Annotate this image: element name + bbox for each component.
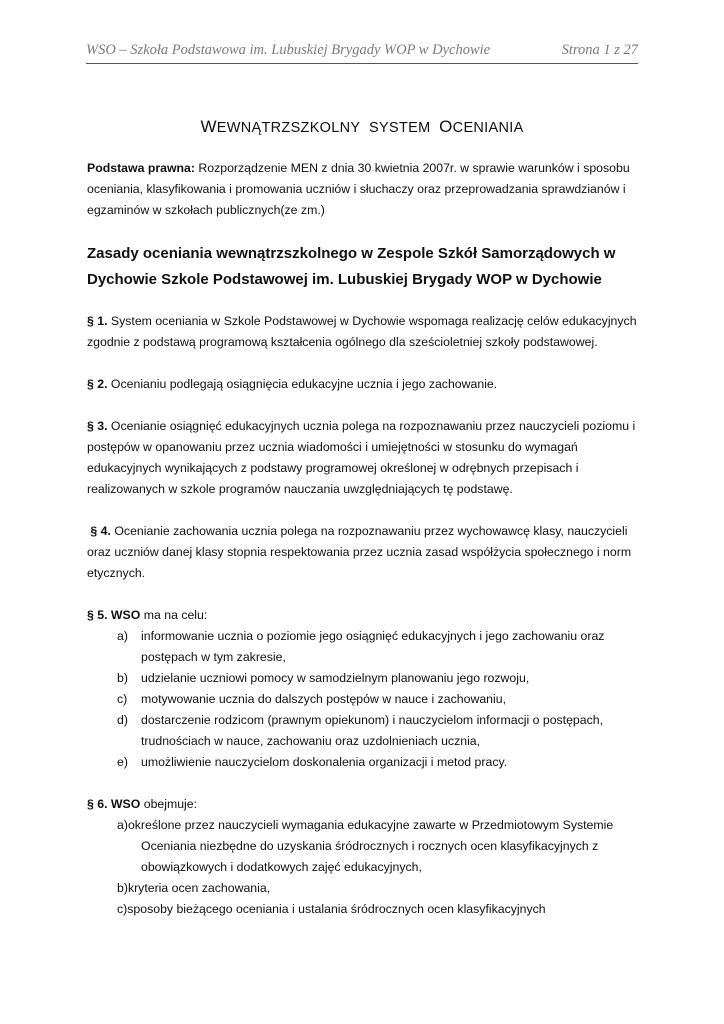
- document-title: [0, 117, 724, 137]
- list-text: motywowanie ucznia do dalszych postępów w nauce i zachowaniu,: [141, 692, 507, 706]
- paragraph-number: § 4.: [90, 524, 111, 538]
- page-header: [86, 42, 638, 64]
- list-text: sposoby bieżącego oceniania i ustalania śródrocznych ocen klasyfikacyjnych: [127, 902, 546, 916]
- list-item: [87, 815, 647, 878]
- paragraph-number: § 2.: [87, 377, 108, 391]
- list-item: [87, 626, 647, 668]
- list-marker: b): [117, 881, 128, 895]
- title-word-1: EWNĄTRZSZKOLNY: [216, 120, 361, 136]
- paragraph-3: [87, 416, 647, 500]
- list-item: [87, 752, 647, 773]
- list-text: kryteria ocen zachowania,: [127, 881, 271, 895]
- paragraph-1: [87, 311, 647, 353]
- title-initial-w: W: [200, 117, 217, 136]
- document-body: [87, 158, 647, 920]
- list-item: [87, 689, 647, 710]
- header-document-title: WSO – Szkoła Podstawowa im. Lubuskiej Brygady WOP w Dychowie: [86, 42, 491, 58]
- paragraph-number: § 6. WSO: [87, 797, 141, 811]
- paragraph-text: Ocenianie zachowania ucznia polega na rozpoznawaniu przez wychowawcę klasy, nauczycieli oraz uczniów danej klasy stopnia respektowania przez ucznia zasad współżycia społecznego i norm etycznych.: [87, 524, 632, 580]
- list-text: umożliwienie nauczycielom doskonalenia organizacji i metod pracy.: [141, 755, 508, 769]
- paragraph-text: System oceniania w Szkole Podstawowej w Dychowie wspomaga realizację celów edukacyjnych zgodnie z podstawą programową kształcenia ogólnego dla sześcioletniej szkoły podstawowej.: [87, 314, 637, 349]
- header-page-number: Strona 1 z 27: [561, 42, 638, 58]
- legal-basis: [87, 158, 647, 221]
- list-item: [87, 710, 647, 752]
- paragraph-number: § 3.: [87, 419, 108, 433]
- title-initial-o: O: [439, 117, 453, 136]
- list-marker: a): [117, 818, 128, 832]
- list-marker: a): [117, 629, 128, 643]
- list-item: [87, 899, 647, 920]
- list-text: określone przez nauczycieli wymagania edukacyjne zawarte w Przedmiotowym Systemie: [127, 818, 614, 832]
- paragraph-5: [87, 605, 647, 626]
- list-marker: e): [117, 755, 128, 769]
- paragraph-6-list: [87, 815, 647, 920]
- legal-basis-text: Rozporządzenie MEN z dnia 30 kwietnia 2007r. w sprawie warunków i sposobu oceniania, klasyfikowania i promowania uczniów i słuchaczy oraz przeprowadzania sprawdzianów i egzaminów w szkołach publicznych(ze zm.): [87, 161, 630, 217]
- list-item: [87, 878, 647, 899]
- title-word-3: CENIANIA: [452, 120, 524, 136]
- paragraph-number: § 5. WSO: [87, 608, 141, 622]
- paragraph-4: [87, 521, 647, 584]
- title-word-2: SYSTEM: [369, 120, 431, 136]
- list-item: [87, 668, 647, 689]
- paragraph-2: [87, 374, 647, 395]
- list-marker: c): [117, 902, 128, 916]
- paragraph-text: obejmuje:: [140, 797, 198, 811]
- list-text: udzielanie uczniowi pomocy w samodzielnym planowaniu jego rozwoju,: [141, 671, 530, 685]
- list-text: informowanie ucznia o poziomie jego osiągnięć edukacyjnych i jego zachowaniu oraz postępach w tym zakresie,: [141, 629, 605, 664]
- list-text: dostarczenie rodzicom (prawnym opiekunom) i nauczycielom informacji o postępach, trudnościach w nauce, zachowaniu oraz uzdolnieniach ucznia,: [141, 713, 604, 748]
- list-text-continued: Oceniania niezbędne do uzyskania śródrocznych i rocznych ocen klasyfikacyjnych z obowiązkowych i dodatkowych zajęć edukacyjnych,: [141, 839, 599, 874]
- paragraph-6: [87, 794, 647, 815]
- paragraph-number: § 1.: [87, 314, 108, 328]
- paragraph-text: Ocenianiu podlegają osiągnięcia edukacyjne ucznia i jego zachowanie.: [107, 377, 498, 391]
- list-marker: b): [117, 671, 128, 685]
- legal-basis-label: Podstawa prawna:: [87, 161, 195, 175]
- paragraph-text: ma na celu:: [140, 608, 208, 622]
- list-marker: c): [117, 692, 128, 706]
- list-marker: d): [117, 713, 128, 727]
- section-heading: Zasady oceniania wewnątrzszkolnego w Zespole Szkół Samorządowych w Dychowie Szkole Podstawowej im. Lubuskiej Brygady WOP w Dychowie: [87, 245, 616, 288]
- paragraph-text: Ocenianie osiągnięć edukacyjnych ucznia polega na rozpoznawaniu przez nauczycieli poziomu i postępów w opanowaniu przez ucznia wiadomości i umiejętności w stosunku do wymagań edukacyjnych wynikających z podstawy programowej określonej w odrębnych przepisach i realizowanych w szkole programów nauczania uwzględniających tę podstawę.: [87, 419, 636, 496]
- paragraph-5-list: [87, 626, 647, 773]
